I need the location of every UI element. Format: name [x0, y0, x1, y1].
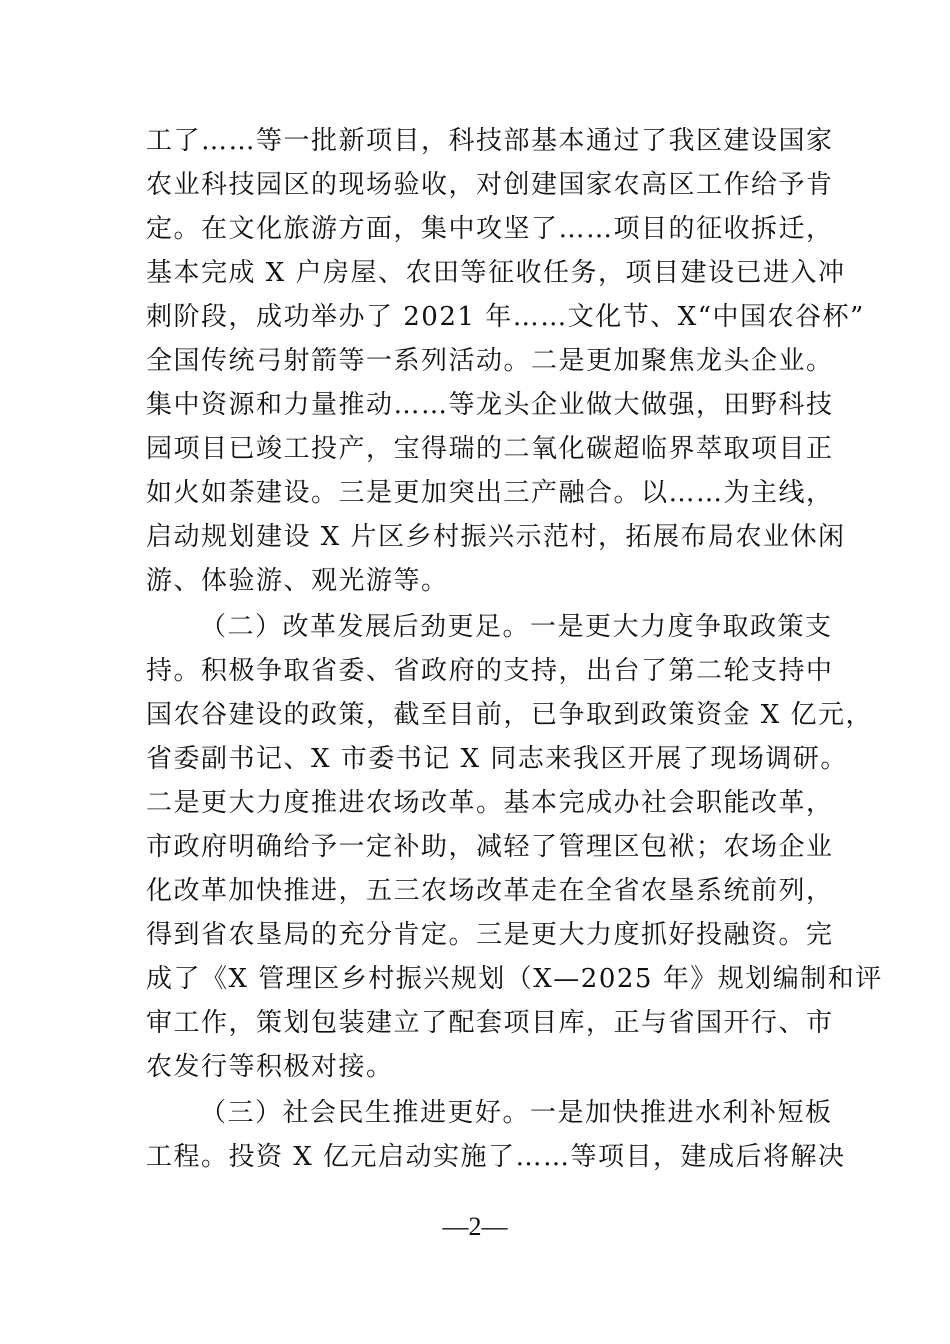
- text-line: 得到省农垦局的充分肯定。三是更大力度抓好投融资。完: [146, 920, 834, 950]
- text-line: 成了《X 管理区乡村振兴规划（X—2025 年》规划编制和评: [146, 964, 883, 994]
- text-line: 刺阶段，成功举办了 2021 年……文化节、X“中国农谷杯”: [146, 302, 865, 332]
- section-heading-line: （三）社会民生推进更好。一是加快推进水利补短板: [200, 1098, 833, 1128]
- text-line: 基本完成 X 户房屋、农田等征收任务，项目建设已进入冲: [146, 258, 846, 288]
- text-line: 审工作，策划包装建立了配套项目库，正与省国开行、市: [146, 1008, 834, 1038]
- text-line: 游、体验游、观光游等。: [146, 566, 449, 596]
- text-line: 持。积极争取省委、省政府的支持，出台了第二轮支持中: [146, 656, 834, 686]
- text-line: 定。在文化旅游方面，集中攻坚了……项目的征收拆迁，: [146, 214, 834, 244]
- text-line: 国农谷建设的政策，截至目前，已争取到政策资金 X 亿元，: [146, 700, 874, 730]
- text-line: 园项目已竣工投产，宝得瑞的二氧化碳超临界萃取项目正: [146, 434, 834, 464]
- text-line: 省委副书记、X 市委书记 X 同志来我区开展了现场调研。: [146, 744, 848, 774]
- text-line: 化改革加快推进，五三农场改革走在全省农垦系统前列，: [146, 876, 834, 906]
- text-line: 农发行等积极对接。: [146, 1052, 394, 1082]
- text-line: 工了……等一批新项目，科技部基本通过了我区建设国家: [146, 126, 834, 156]
- text-line: 如火如荼建设。三是更加突出三产融合。以……为主线，: [146, 478, 834, 508]
- page-number: —2—: [442, 1212, 508, 1241]
- text-line: 工程。投资 X 亿元启动实施了……等项目，建成后将解决: [146, 1142, 846, 1172]
- text-line: 全国传统弓射箭等一系列活动。二是更加聚焦龙头企业。: [146, 346, 834, 376]
- text-line: 二是更大力度推进农场改革。基本完成办社会职能改革，: [146, 788, 834, 818]
- section-heading-line: （二）改革发展后劲更足。一是更大力度争取政策支: [200, 612, 833, 642]
- text-line: 农业科技园区的现场验收，对创建国家农高区工作给予肯: [146, 170, 834, 200]
- text-line: 启动规划建设 X 片区乡村振兴示范村，拓展布局农业休闲: [146, 522, 846, 552]
- text-line: 市政府明确给予一定补助，减轻了管理区包袱；农场企业: [146, 832, 834, 862]
- text-line: 集中资源和力量推动……等龙头企业做大做强，田野科技: [146, 390, 834, 420]
